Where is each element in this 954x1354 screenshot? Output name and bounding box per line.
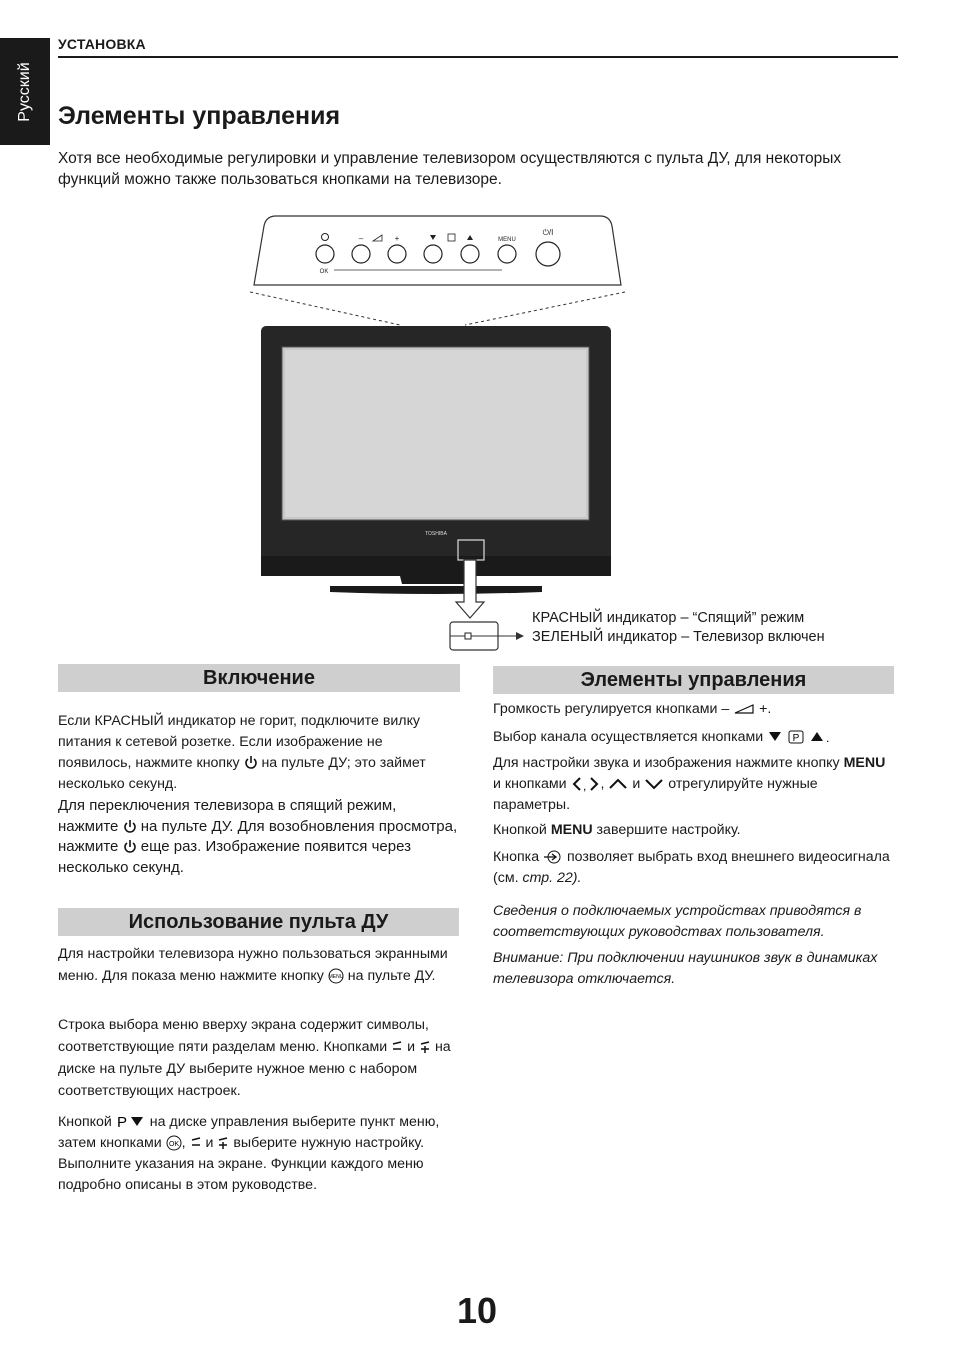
svg-text:P: P — [792, 733, 800, 745]
down-chevron-icon — [644, 777, 664, 791]
svg-text:,: , — [582, 779, 586, 793]
controls-menu-finish: Кнопкой MENU завершите настройку. — [493, 822, 741, 838]
tv-neck — [400, 576, 472, 584]
remote-para-1: Для настройки телевизора нужно пользоваться экранными меню. Для показа меню нажмите кнопку MENU на пульте ДУ. — [58, 946, 448, 984]
zoom-line-right — [465, 292, 625, 325]
svg-text:.: . — [826, 731, 830, 746]
tv-screen-inner — [285, 350, 586, 517]
controls-note-devices: Сведения о подключаемых устройствах приводятся в соответствующих руководствах пользователя. — [493, 903, 862, 940]
controls-heading: Элементы управления — [493, 666, 894, 694]
svg-text:MENU: MENU — [328, 974, 344, 981]
menu-button — [498, 245, 516, 263]
indicator-legend — [532, 609, 825, 647]
channel-icons — [767, 729, 831, 745]
minus-volume-icon — [190, 1136, 202, 1150]
controls-note-headphones: Внимание: При подключении наушников звук в динамиках телевизора отключается. — [493, 950, 878, 987]
power-label: ⏻/I — [542, 228, 554, 237]
ch-down-button — [424, 245, 442, 263]
power-icon — [123, 819, 137, 835]
controls-input: Кнопка позволяет выбрать вход внешнего видеосигнала (см. стр. 22). — [493, 849, 890, 886]
input-button — [316, 245, 334, 263]
remote-para-3: Кнопкой P на диске управления выберите пункт меню, затем кнопками OK , и выберите нужную настройку. Выполните указания на экране. Функции каждого меню подробно описаны в этом руководстве. — [58, 1114, 440, 1193]
controls-menu-adjust: Для настройки звука и изображения нажмите кнопку MENU и кнопками , , и отрегулируйте нужные параметры. — [493, 755, 886, 813]
tv-diagram — [240, 210, 880, 660]
ok-round-icon — [166, 1135, 182, 1151]
controls-channel: Выбор канала осуществляется кнопками P . — [493, 729, 830, 746]
remote-para-2: Строка выбора меню вверху экрана содержит символы, соответствующие пяти разделам меню. Кнопками и на диске на пульте ДУ выберите нужное меню с набором соответствующих настроек. — [58, 1017, 451, 1099]
section-label: УСТАНОВКА — [58, 36, 146, 52]
p-down-icon — [116, 1114, 146, 1130]
input-icon — [543, 849, 563, 865]
indicator-arrowhead — [516, 632, 524, 640]
vol-plus-label: + — [394, 234, 400, 243]
power-on-heading: Включение — [58, 664, 460, 692]
plus-volume-icon — [217, 1136, 229, 1150]
up-chevron-icon — [608, 777, 628, 791]
menu-label: MENU — [498, 237, 516, 243]
menu-round-icon — [328, 968, 344, 984]
tv-bottom-bar — [261, 556, 611, 576]
indicator-green-text: ЗЕЛЕНЫЙ индикатор – Телевизор включен — [532, 629, 825, 645]
volume-icon — [733, 703, 755, 715]
power-on-para-2: Для переключения телевизора в спящий режим, нажмите на пульте ДУ. Для возобновления просмотра, нажмите еще раз. Изображение появится через несколько секунд. — [58, 797, 458, 876]
vol-up-button — [388, 245, 406, 263]
vol-minus-label: – — [358, 234, 364, 243]
controls-volume: Громкость регулируется кнопками – +. — [493, 701, 772, 717]
left-right-icons — [571, 776, 601, 792]
plus-volume-icon — [419, 1040, 431, 1054]
intro-text: Хотя все необходимые регулировки и управление телевизором осуществляются с пульта ДУ, для некоторых функций можно также пользоваться кнопками на телевизоре. — [58, 150, 842, 188]
brand-logo: TOSHIBA — [425, 531, 447, 537]
remote-heading: Использование пульта ДУ — [58, 908, 459, 936]
ok-label: OK — [319, 269, 329, 275]
power-icon — [244, 755, 258, 771]
power-on-para-1: Если КРАСНЫЙ индикатор не горит, подключите вилку питания к сетевой розетке. Если изображение не появилось, нажмите кнопку на пульте ДУ; это займет несколько секунд. — [58, 713, 426, 792]
header-rule — [58, 56, 898, 58]
indicator-led — [465, 633, 471, 639]
tv-stand — [330, 586, 542, 594]
indicator-red-text: КРАСНЫЙ индикатор – “Спящий” режим — [532, 610, 805, 626]
ch-up-button — [461, 245, 479, 263]
svg-text:P: P — [116, 1114, 127, 1131]
power-icon — [123, 839, 137, 855]
language-tab-label: Русский — [16, 62, 33, 122]
minus-volume-icon — [391, 1040, 403, 1054]
svg-text:OK: OK — [168, 1141, 179, 1149]
zoom-line-left — [250, 292, 400, 325]
page-title: Элементы управления — [58, 102, 341, 130]
page-number: 10 — [456, 1290, 498, 1331]
language-tab — [0, 38, 50, 145]
power-button — [536, 242, 560, 266]
vol-down-button — [352, 245, 370, 263]
